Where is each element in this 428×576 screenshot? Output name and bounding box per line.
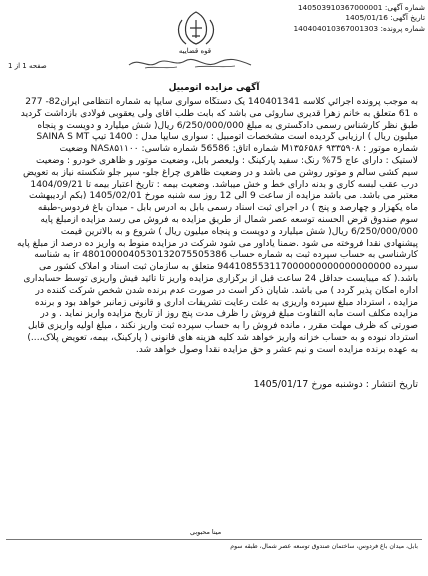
case-number-label: شماره پرونده:	[380, 23, 425, 33]
body-line: استرداد نبوده و به حساب خزانه واریز خواهد شد کلیه هزینه های قانونی ( پارکینگ، بیمه، تعویض پلاک،...)	[27, 332, 418, 343]
emblem-caption: قوه قضاییه	[178, 47, 212, 55]
notice-date: 1405/01/16	[345, 13, 388, 23]
body-line: مزایده ، استرداد مبلغ سپرده واریزی به علت رعایت تشریفات اداری و قانونی زمانبر خواهد بود و برنده	[34, 297, 418, 308]
notice-number: 140503910367000001	[297, 3, 383, 12]
body-line: باشد.( که میبایست حداقل 24 ساعت قبل از برگزاری مزایده واریز تا تائید فیش واریزی توسط حسابداری	[23, 273, 418, 284]
body-line: ماه یکهزار و چهارصد و پنج ) در اجرای ثبت اسناد رسمی بابل به آدرس بابل - میدان باغ فردوس-طبقه	[37, 203, 418, 214]
page-indicator: صفحه 1 از 1	[8, 62, 47, 70]
publication-date: تاریخ انتشار : دوشنبه مورخ 1405/01/17	[253, 379, 418, 390]
case-number: 140404010367001303	[293, 23, 379, 33]
body-line: اداره امکان پذیر گردد ) می باشد. شایان ذکر است در صورت عدم برنده شدن شخص شرکت کننده در	[35, 285, 418, 296]
body-line: ه 61 متعلق به خانم زهرا قدیری ساروئی می باشد که بابت طلب آقای ولی یعقوبی فولادی بازداشت گردید	[20, 108, 418, 119]
office-address: بابل، میدان باغ فردوس، ساختمان صندوق توسعه عصر شمال، طبقه سوم	[230, 543, 418, 550]
body-line: مزایده مکلف است مابه التفاوت مبلغ فروش را ظرف مدت پنج روز از تاریخ مزایده واریز نماید . و در	[40, 309, 418, 320]
body-line: به موجب پرونده اجرائي کلاسه 140401341 یک دستگاه سواری سایپا به شماره انتظامی ایران82- 277	[25, 97, 418, 107]
notice-date-label: تاریخ آگهی:	[390, 13, 425, 23]
body-line: شماره موتور : M۱۳۵۶۵۸۶ ۹۳۳۵۹۰۸ شماره اتاق: 56586 شماره شاسی: NAS۸۵۱۱۰۰ وضعیت	[59, 144, 418, 155]
body-line: به عهده برنده مزایده است و نیم عشر و حق مزایده نقدا وصول خواهد شد.	[135, 344, 418, 355]
body-line: کارشناسی به حساب سپرده ثبت به شماره حساب 4801000040530132075505386 ir به شناسه	[34, 250, 418, 261]
signatory-name: مینا محبوبی	[190, 528, 222, 536]
body-line: 6/250/000/000 ریال( شش میلیارد و دویست و پنجاه میلیون ریال ) شروع و به بالاترین قیمت	[60, 226, 418, 237]
notice-date-row	[205, 13, 425, 23]
body-line: سوم صندوق قرض الحسنه توسعه عصر شمال از طریق مزایده به فروش می رسد مزایده ازمبلغ پایه	[40, 214, 418, 225]
body-line: معتبر می باشد. می باشد مزایده از ساعت 9 الی 12 روز سه شنبه مورخ 1405/02/01 (بکم اردیبهشت	[28, 191, 418, 202]
notice-metadata	[205, 3, 425, 34]
body-line: میلیون ریال ) ارزیابی گردیده است مشخصات اتومبیل : سواری سایپا مدل : 1400 تیپ SAINA S MT	[36, 132, 418, 143]
body-line: سپرده 944108553117000000000000000000 متعلق به سازمان ثبت اسناد و املاک کشور می	[38, 262, 418, 273]
body-line: طبق نظر کارشناس رسمی دادگستری به مبلغ 6/250/000/000 ریال( شش میلیارد و دویست و پنجاه	[37, 120, 418, 131]
notice-title: آگهی مزایده اتومبیل	[168, 83, 260, 93]
notice-number-label: شماره آگهی:	[384, 3, 425, 12]
case-number-row	[205, 24, 425, 34]
calligraphy-signature-icon	[125, 55, 255, 71]
notice-number-row	[205, 3, 425, 13]
body-line: درب عقب لبسه کاری و بدنه دارای خط و خش میباشد. وضعیت بیمه : تاریخ اعتبار بیمه تا 1404/09/21	[30, 179, 418, 190]
body-line: لاستیک : دارای عاج 75% رنگ: سفید پارکینگ : ولیعصر بابل، وضعیت موتور و ظاهری خودرو : وضعیت	[35, 155, 418, 166]
body-line: پیشنهادی نقدا فروخته می شود .ضمنا یادآور می شود شرکت در مزایده منوط به واریز ده درصد از مبلغ پایه	[17, 238, 418, 249]
notice-body	[6, 97, 418, 357]
body-line: سیم کشی سالم و موتور روشن می باشد و در وضعیت ظاهری چراغ جلو- سپر جلو شکسته نیاز به تعویض	[23, 167, 418, 178]
body-line: صورتی که ظرف مهلت مقرر ، مانده فروش را به حساب سپرده ثبت واریز نکند ، مبلغ اولیه واریزی قابل	[27, 321, 418, 332]
footer-divider	[6, 539, 422, 540]
